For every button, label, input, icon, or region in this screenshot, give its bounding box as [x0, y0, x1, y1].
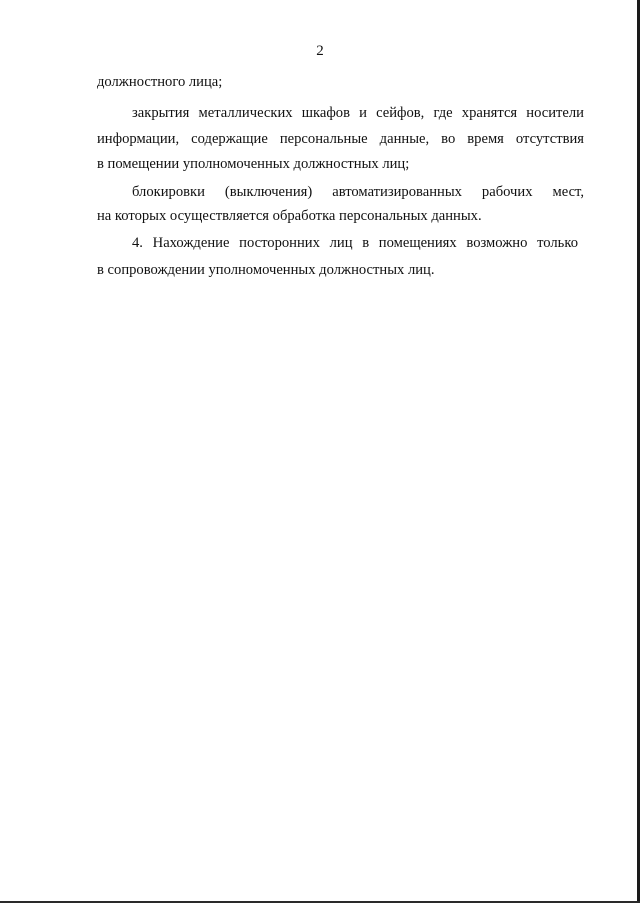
text-line: на которых осуществляется обработка персональных данных.: [97, 208, 482, 224]
text-line: в помещении уполномоченных должностных лиц;: [97, 156, 410, 172]
text-line: информации, содержащие персональные данные, во время отсутствия: [97, 131, 584, 147]
text-line: блокировки (выключения) автоматизированных рабочих мест,: [132, 184, 584, 200]
text-line: закрытия металлических шкафов и сейфов, где хранятся носители: [132, 105, 584, 121]
text-line: 4. Нахождение посторонних лиц в помещениях возможно только: [132, 235, 578, 251]
text-line: должностного лица;: [97, 74, 223, 90]
text-line: в сопровождении уполномоченных должностных лиц.: [97, 262, 435, 278]
page-number: 2: [316, 43, 324, 59]
